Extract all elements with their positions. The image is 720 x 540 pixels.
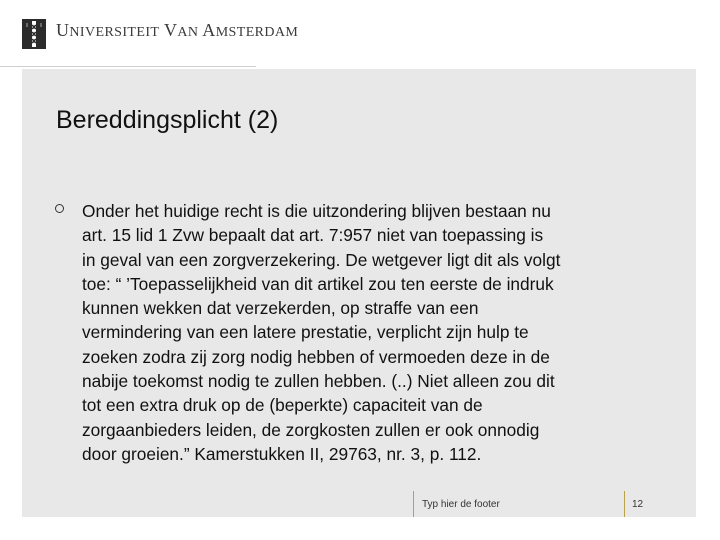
bullet-line: door groeien.” Kamerstukken II, 29763, nr. 3, p. 112. <box>82 443 482 464</box>
bullet-line: toe: “ ’Toepasselijkheid van dit artikel zou ten eerste de indruk <box>82 273 554 294</box>
university-name: UNIVERSITEIT VAN AMSTERDAM <box>56 20 299 40</box>
bullet-line: zoeken zodra zij zorg nodig hebben of vermoeden deze in de <box>82 346 550 367</box>
page-number: 12 <box>632 499 644 510</box>
bullet-line: kunnen wekken dat verzekerden, op straffe van een <box>82 298 479 319</box>
footer-divider-left <box>413 491 414 517</box>
bullet-paragraph <box>82 199 652 466</box>
university-logo <box>22 19 46 49</box>
bullet-line: art. 15 lid 1 Zvw bepaalt dat art. 7:957 niet van toepassing is <box>82 225 544 246</box>
footer-text: Typ hier de footer <box>422 499 500 510</box>
bullet-circle-icon <box>55 204 64 213</box>
crosses-emblem-icon <box>22 19 46 49</box>
header-divider <box>0 66 256 67</box>
bullet-line: vermindering van een latere prestatie, verplicht zijn hulp te <box>82 322 529 343</box>
bullet-line: Onder het huidige recht is die uitzondering blijven bestaan nu <box>82 201 551 221</box>
bullet-line: tot een extra druk op de (beperkte) capaciteit van de <box>82 395 483 416</box>
bullet-line: nabije toekomst nodig te zullen hebben. (..) Niet alleen zou dit <box>82 371 555 392</box>
bullet-line: zorgaanbieders leiden, de zorgkosten zullen er ook onnodig <box>82 419 540 440</box>
bullet-line: in geval van een zorgverzekering. De wetgever ligt dit als volgt <box>82 249 561 270</box>
slide-title: Bereddingsplicht (2) <box>56 106 279 134</box>
footer-divider-right <box>624 491 625 517</box>
